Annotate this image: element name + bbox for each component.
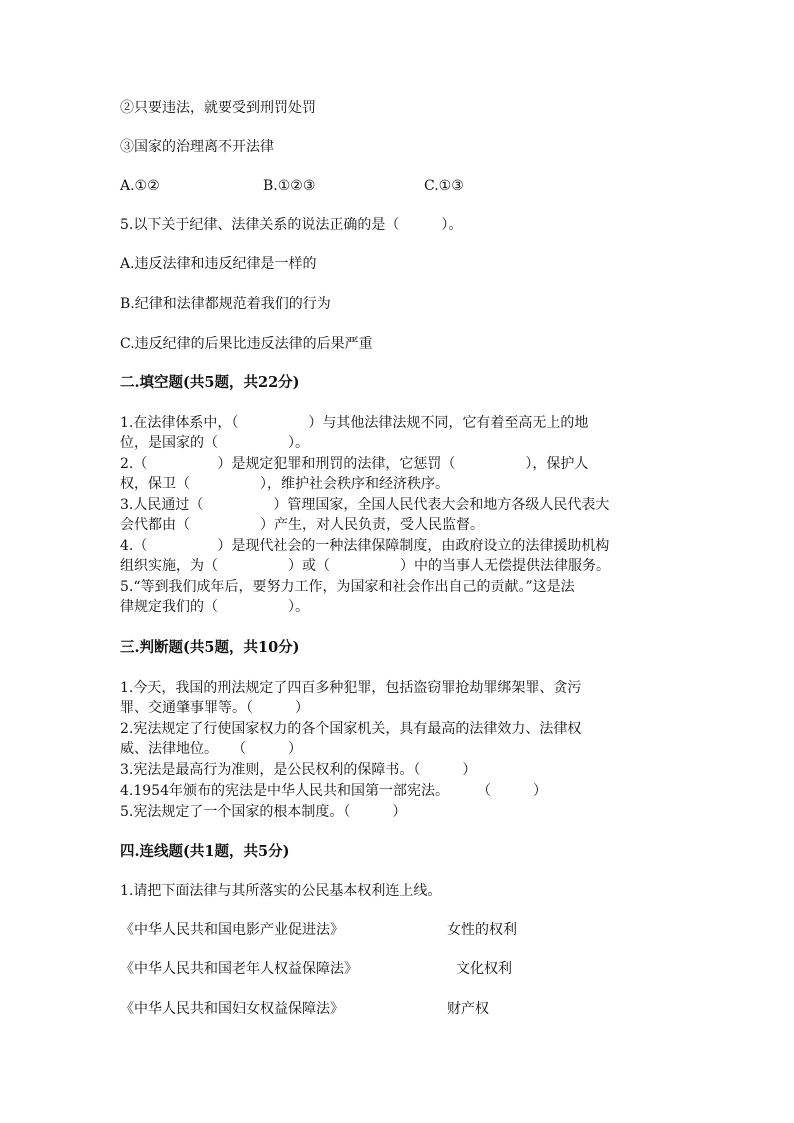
fill-blank-line: 会代都由（ ）产生，对人民负责，受人民监督。 [120, 517, 484, 533]
matching-right-item: 财产权 [447, 1001, 489, 1017]
judgement-line: 罪、交通肇事罪等。（ ） [120, 700, 309, 716]
section-judgement-title: 三.判断题(共5题，共10分) [120, 639, 300, 656]
matching-left-item: 《中华人民共和国老年人权益保障法》 [120, 961, 358, 977]
matching-left-item: 《中华人民共和国妇女权益保障法》 [120, 1001, 344, 1017]
fill-blank-line: 位，是国家的（ ）。 [120, 435, 309, 451]
q5-option-a: A.违反法律和违反纪律是一样的 [120, 256, 317, 272]
fill-blank-line: 5.“等到我们成年后，要努力工作，为国家和社会作出自己的贡献。”这是法 [120, 579, 575, 595]
judgement-line: 5.宪法规定了一个国家的根本制度。（ ） [120, 804, 407, 820]
fill-blank-line: 律规定我们的（ ）。 [120, 599, 309, 615]
judgement-line: 2.宪法规定了行使国家权力的各个国家机关，具有最高的法律效力、法律权 [120, 721, 582, 737]
matching-left-item: 《中华人民共和国电影产业促进法》 [120, 922, 344, 938]
fill-blank-line: 组织实施，为（ ）或（ ）中的当事人无偿提供法律服务。 [120, 558, 610, 574]
q5-stem: 5.以下关于纪律、法律关系的说法正确的是（ ）。 [120, 217, 463, 233]
matching-right-item: 文化权利 [456, 961, 512, 977]
matching-stem: 1.请把下面法律与其所落实的公民基本权利连上线。 [120, 883, 442, 899]
matching-right-item: 女性的权利 [447, 922, 517, 938]
section-fill-blank-title: 二.填空题(共5题，共22分) [120, 374, 300, 391]
judgement-line: 4.1954年颁布的宪法是中华人民共和国第一部宪法。 （ ） [120, 783, 547, 799]
fill-blank-line: 3.人民通过（ ）管理国家，全国人民代表大会和地方各级人民代表大 [120, 497, 610, 513]
q5-option-c: C.违反纪律的后果比违反法律的后果严重 [120, 336, 373, 352]
q4-option-b: B.①②③ [263, 178, 316, 194]
fill-blank-line: 权，保卫（ ），维护社会秩序和经济秩序。 [120, 476, 449, 492]
judgement-line: 3.宪法是最高行为准则，是公民权利的保障书。（ ） [120, 762, 477, 778]
q5-option-b: B.纪律和法律都规范着我们的行为 [120, 296, 331, 312]
q4-item-3: ③国家的治理离不开法律 [120, 139, 274, 155]
judgement-line: 1.今天，我国的刑法规定了四百多种犯罪，包括盗窃罪抢劫罪绑架罪、贪污 [120, 680, 582, 696]
fill-blank-line: 2.（ ）是规定犯罪和刑罚的法律，它惩罚（ ），保护人 [120, 456, 589, 472]
q4-option-a: A.①② [120, 178, 160, 194]
q4-option-c: C.①③ [424, 178, 464, 194]
fill-blank-line: 1.在法律体系中，（ ）与其他法律法规不同，它有着至高无上的地 [120, 415, 589, 431]
q4-item-2: ②只要违法，就要受到刑罚处罚 [120, 100, 316, 116]
fill-blank-line: 4.（ ）是现代社会的一种法律保障制度，由政府设立的法律援助机构 [120, 538, 610, 554]
section-matching-title: 四.连线题(共1题，共5分) [120, 843, 290, 860]
judgement-line: 威、法律地位。 （ ） [120, 741, 302, 757]
